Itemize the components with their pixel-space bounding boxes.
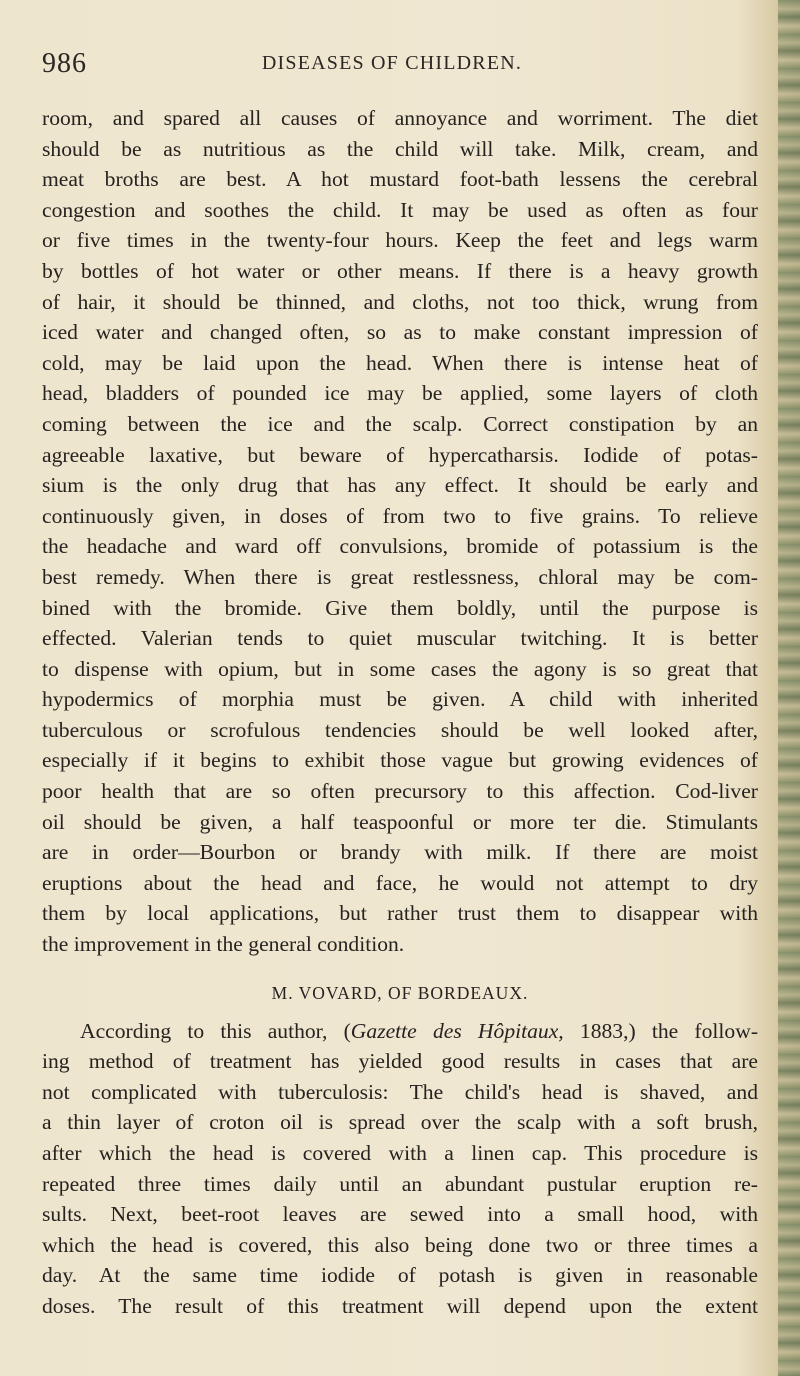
text-line: or five times in the twenty-four hours. Keep the feet and legs warm xyxy=(42,228,758,253)
text-line: by bottles of hot water or other means. If there is a heavy growth xyxy=(42,258,758,283)
text-line: effected. Valerian tends to quiet muscular twitching. It is better xyxy=(42,626,758,651)
text-line: sults. Next, beet-root leaves are sewed into a small hood, with xyxy=(42,1202,758,1227)
text-line: repeated three times daily until an abundant pustular eruption re- xyxy=(42,1171,758,1196)
text-line: ing method of treatment has yielded good results in cases that are xyxy=(42,1049,758,1074)
text-line: tuberculous or scrofulous tendencies should be well looked after, xyxy=(42,717,758,742)
text-line: continuously given, in doses of from two to five grains. To relieve xyxy=(42,503,758,528)
text-line: a thin layer of croton oil is spread over the scalp with a soft brush, xyxy=(42,1110,758,1135)
text-line xyxy=(42,1016,758,1047)
text-line: the improvement in the general condition. xyxy=(42,932,405,957)
text-line: hypodermics of morphia must be given. A child with inherited xyxy=(42,687,758,712)
text-line: doses. The result of this treatment will depend upon the extent xyxy=(42,1293,758,1318)
paragraph-1 xyxy=(42,103,758,960)
section-heading: M. VOVARD, OF BORDEAUX. xyxy=(271,982,529,1003)
text-line: day. At the same time iodide of potash is given in reasonable xyxy=(42,1263,758,1288)
text-line: after which the head is covered with a linen cap. This procedure is xyxy=(42,1141,758,1165)
text-line: should be as nutritious as the child will take. Milk, cream, and xyxy=(42,136,758,161)
text-line: eruptions about the head and face, he would not attempt to dry xyxy=(42,870,758,895)
text-line: iced water and changed often, so as to make constant impression of xyxy=(42,320,758,345)
running-head: DISEASES OF CHILDREN. xyxy=(261,52,523,74)
text-line: the headache and ward off convulsions, bromide of potassium is the xyxy=(42,534,758,559)
text-line: to dispense with opium, but in some cases the agony is so great that xyxy=(42,656,758,681)
text-run: According to this author, ( xyxy=(80,1018,351,1043)
citation-title: Gazette des Hôpitaux, xyxy=(350,1018,564,1043)
text-line: head, bladders of pounded ice may be applied, some layers of cloth xyxy=(42,381,758,406)
text-line: sium is the only drug that has any effect. It should be early and xyxy=(42,473,758,498)
page-number: 986 xyxy=(42,48,87,79)
text-line: them by local applications, but rather trust them to disappear with xyxy=(42,901,758,926)
body-text xyxy=(42,103,758,1322)
page-edge-shadow xyxy=(778,0,800,1376)
text-line: best remedy. When there is great restlessness, chloral may be com- xyxy=(42,564,758,589)
text-line: which the head is covered, this also being done two or three times a xyxy=(42,1232,758,1257)
text-line: especially if it begins to exhibit those vague but growing evidences of xyxy=(42,748,758,773)
text-line: of hair, it should be thinned, and cloths, not too thick, wrung from xyxy=(42,289,758,314)
text-line: not complicated with tuberculosis: The child's head is shaved, and xyxy=(42,1079,758,1104)
text-run: 1883,) the follow- xyxy=(563,1018,759,1043)
paragraph-2-lines xyxy=(42,1046,758,1321)
text-line: congestion and soothes the child. It may be used as often as four xyxy=(42,197,758,222)
text-line: cold, may be laid upon the head. When there is intense heat of xyxy=(42,350,758,375)
text-line: bined with the bromide. Give them boldly, until the purpose is xyxy=(42,595,758,620)
paragraph-2 xyxy=(42,1016,758,1322)
page-header xyxy=(42,48,742,88)
text-line: are in order—Bourbon or brandy with milk. If there are moist xyxy=(42,840,758,865)
text-line: agreeable laxative, but beware of hypercatharsis. Iodide of potas- xyxy=(42,442,758,467)
text-line: meat broths are best. A hot mustard foot-bath lessens the cerebral xyxy=(42,167,758,192)
text-line: oil should be given, a half teaspoonful or more ter die. Stimulants xyxy=(42,809,758,834)
text-line: poor health that are so often precursory to this affection. Cod-liver xyxy=(42,779,758,804)
text-line: room, and spared all causes of annoyance and worriment. The diet xyxy=(42,106,758,130)
text-line: coming between the ice and the scalp. Correct constipation by an xyxy=(42,411,758,436)
